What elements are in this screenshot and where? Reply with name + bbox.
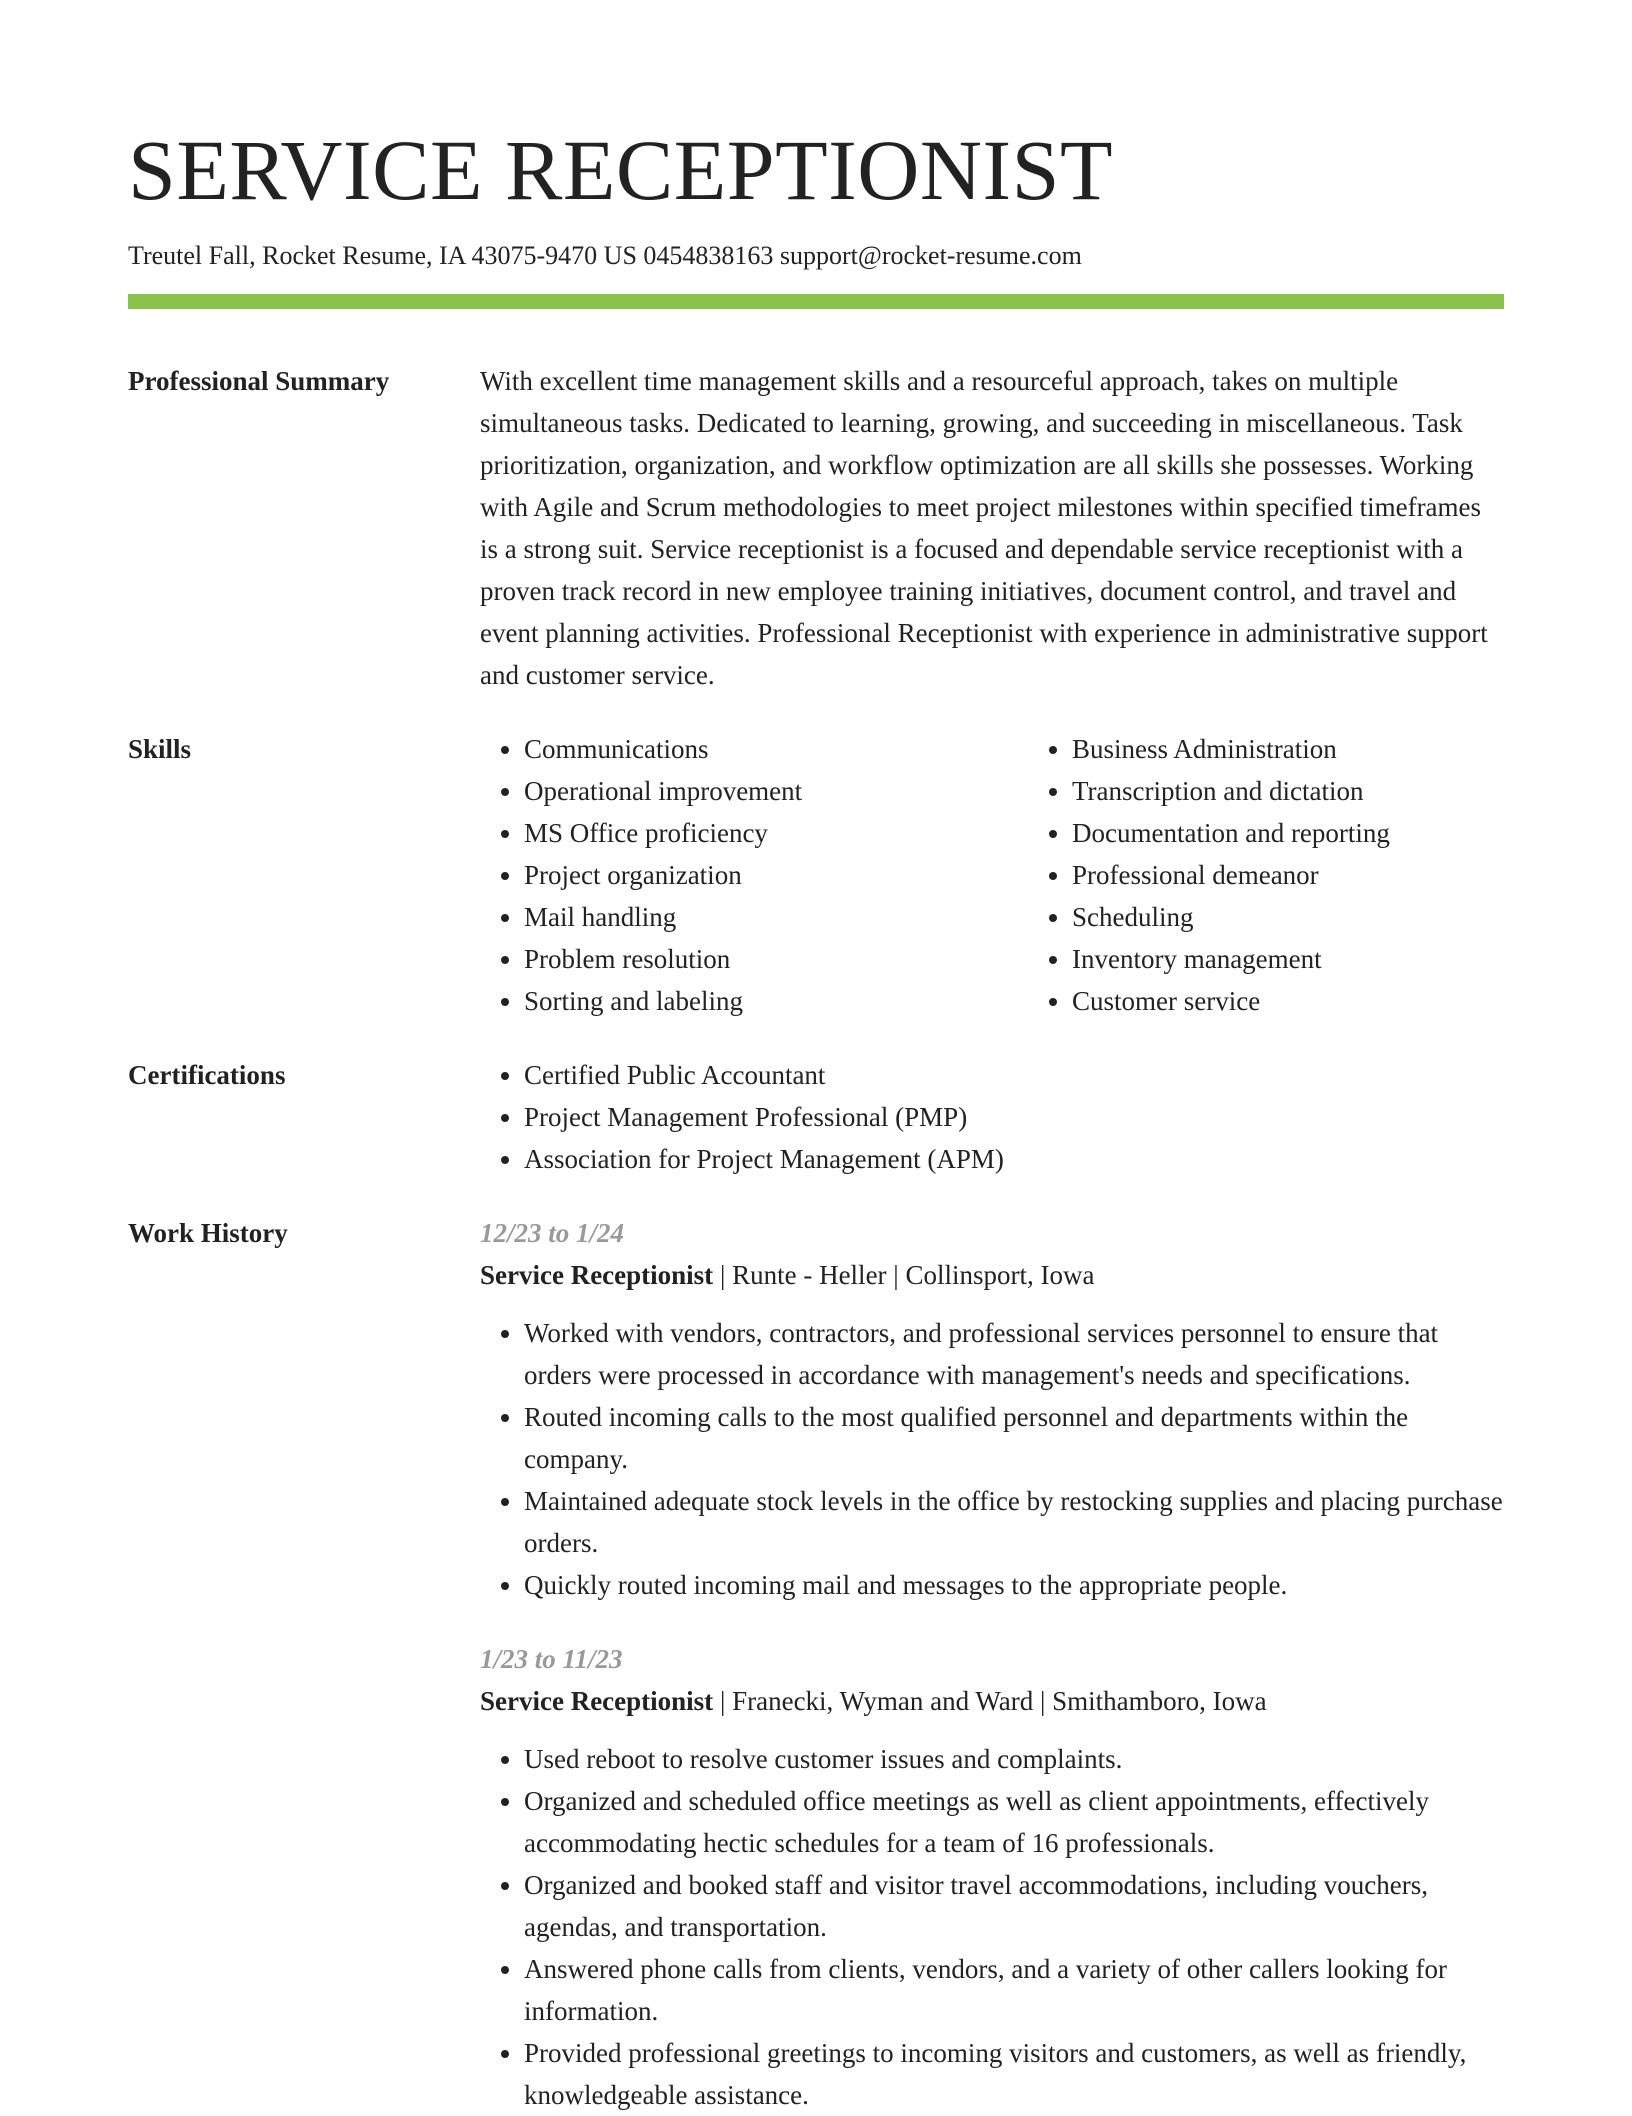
summary-section bbox=[128, 360, 1504, 696]
skill-item: • Professional demeanor bbox=[1072, 854, 1504, 896]
skill-item: • Scheduling bbox=[1072, 896, 1504, 938]
job-tasks bbox=[480, 1312, 1504, 1606]
header-divider bbox=[128, 294, 1504, 309]
job-task: • Quickly routed incoming mail and messages to the appropriate people. bbox=[524, 1564, 1504, 1606]
skill-item: • Project organization bbox=[524, 854, 1028, 896]
certifications-body bbox=[480, 1054, 1504, 1180]
skill-item: • Documentation and reporting bbox=[1072, 812, 1504, 854]
section-label-skills: Skills bbox=[128, 734, 192, 764]
skill-item: • MS Office proficiency bbox=[524, 812, 1028, 854]
job-task: • Provided professional greetings to incoming visitors and customers, as well as friendly, knowledgeable assistance. bbox=[524, 2032, 1504, 2116]
work-history-section bbox=[128, 1212, 1504, 2116]
skill-item: • Operational improvement bbox=[524, 770, 1028, 812]
job-task: • Organized and scheduled office meetings as well as client appointments, effectively accommodating hectic schedules for a team of 16 professionals. bbox=[524, 1780, 1504, 1864]
job-task: • Worked with vendors, contractors, and professional services personnel to ensure that orders were processed in accordance with management's needs and specifications. bbox=[524, 1312, 1504, 1396]
job-dates: 12/23 to 1/24 bbox=[480, 1218, 625, 1248]
skill-item: • Mail handling bbox=[524, 896, 1028, 938]
job-entry bbox=[480, 1638, 1504, 2116]
resume-page bbox=[128, 0, 1504, 2116]
section-label-summary: Professional Summary bbox=[128, 366, 390, 396]
job-employer-location: | Runte - Heller | Collinsport, Iowa bbox=[713, 1260, 1095, 1290]
job-title: Service Receptionist bbox=[480, 1260, 714, 1290]
skills-list-left bbox=[480, 728, 1028, 1022]
certifications-list bbox=[480, 1054, 1504, 1180]
resume-name: SERVICE RECEPTIONIST bbox=[128, 122, 1113, 218]
section-label-work-history: Work History bbox=[128, 1218, 288, 1248]
skill-item: • Business Administration bbox=[1072, 728, 1504, 770]
job-task: • Organized and booked staff and visitor travel accommodations, including vouchers, agendas, and transportation. bbox=[524, 1864, 1504, 1948]
certifications-section bbox=[128, 1054, 1504, 1180]
job-heading bbox=[480, 1254, 1504, 1296]
job-task: • Answered phone calls from clients, vendors, and a variety of other callers looking for information. bbox=[524, 1948, 1504, 2032]
job-employer-location: | Franecki, Wyman and Ward | Smithamboro, Iowa bbox=[713, 1686, 1267, 1716]
summary-text: With excellent time management skills and a resourceful approach, takes on multiple simultaneous tasks. Dedicated to learning, growing, and succeeding in miscellaneous. Task prioritization, organization, and workflow optimization are all skills she possesses. Working with Agile and Scrum methodologies to meet project milestones within specified timeframes is a strong suit. Service receptionist is a focused and dependable service receptionist with a proven track record in new employee training initiatives, document control, and travel and event planning activities. Professional Receptionist with experience in administrative support and customer service. bbox=[480, 366, 1488, 690]
summary-body bbox=[480, 360, 1504, 696]
contact-line: Treutel Fall, Rocket Resume, IA 43075-9470 US 0454838163 support@rocket-resume.com bbox=[128, 241, 1082, 270]
job-tasks bbox=[480, 1738, 1504, 2116]
skills-section bbox=[128, 728, 1504, 1022]
work-history-body bbox=[480, 1212, 1504, 2116]
job-task: • Maintained adequate stock levels in the office by restocking supplies and placing purchase orders. bbox=[524, 1480, 1504, 1564]
skill-item: • Inventory management bbox=[1072, 938, 1504, 980]
skill-item: • Transcription and dictation bbox=[1072, 770, 1504, 812]
skills-list-right bbox=[1028, 728, 1504, 1022]
section-label-certifications: Certifications bbox=[128, 1060, 286, 1090]
job-heading bbox=[480, 1680, 1504, 1722]
job-dates: 1/23 to 11/23 bbox=[480, 1644, 623, 1674]
certification-item: • Project Management Professional (PMP) bbox=[524, 1096, 1504, 1138]
skill-item: • Communications bbox=[524, 728, 1028, 770]
job-entry bbox=[480, 1212, 1504, 1606]
skill-item: • Problem resolution bbox=[524, 938, 1028, 980]
skills-grid bbox=[480, 728, 1504, 1022]
job-task: • Used reboot to resolve customer issues and complaints. bbox=[524, 1738, 1504, 1780]
skill-item: • Customer service bbox=[1072, 980, 1504, 1022]
job-title: Service Receptionist bbox=[480, 1686, 714, 1716]
certification-item: • Certified Public Accountant bbox=[524, 1054, 1504, 1096]
skill-item: • Sorting and labeling bbox=[524, 980, 1028, 1022]
job-task: • Routed incoming calls to the most qualified personnel and departments within the company. bbox=[524, 1396, 1504, 1480]
certification-item: • Association for Project Management (APM) bbox=[524, 1138, 1504, 1180]
